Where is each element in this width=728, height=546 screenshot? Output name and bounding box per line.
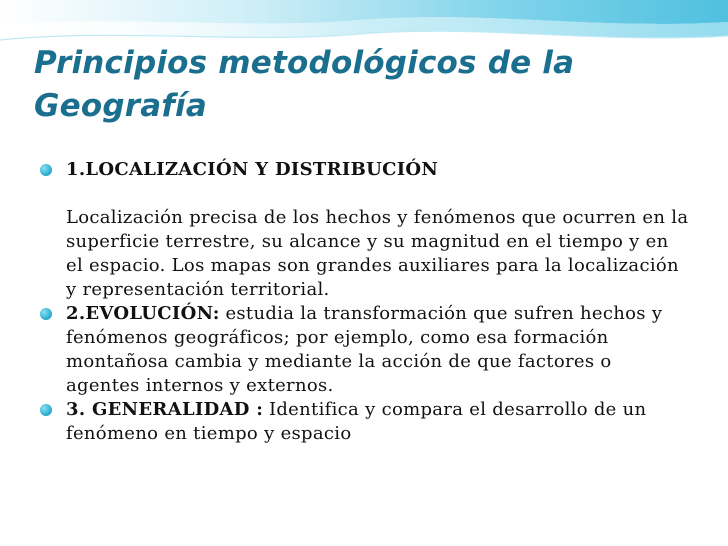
item-heading: 3. GENERALIDAD : — [66, 399, 264, 420]
bullet-icon — [40, 164, 52, 176]
item-heading: 2.EVOLUCIÓN: — [66, 303, 220, 324]
list-item — [40, 158, 690, 302]
list-item — [40, 398, 690, 446]
bullet-list — [40, 158, 690, 446]
list-item — [40, 302, 690, 398]
item-heading: 1.LOCALIZACIÓN Y DISTRIBUCIÓN — [66, 159, 439, 180]
item-text: Identifica y compara el desarrollo de un fenómeno en tiempo y espacio — [66, 399, 647, 444]
item-text: Localización precisa de los hechos y fenómenos que ocurren en la superficie terrestre, su alcance y su magnitud en el tiempo y en el espacio. Los mapas son grandes auxiliares para la localización y representación territorial. — [66, 207, 689, 300]
item-text: estudia la transformación que sufren hechos y fenómenos geográficos; por ejemplo, como esa formación montañosa cambia y mediante la acción de que factores o agentes internos y externos. — [66, 303, 663, 396]
slide-title: Principios metodológicos de la Geografía — [34, 45, 575, 124]
bullet-icon — [40, 404, 52, 416]
bullet-icon — [40, 308, 52, 320]
